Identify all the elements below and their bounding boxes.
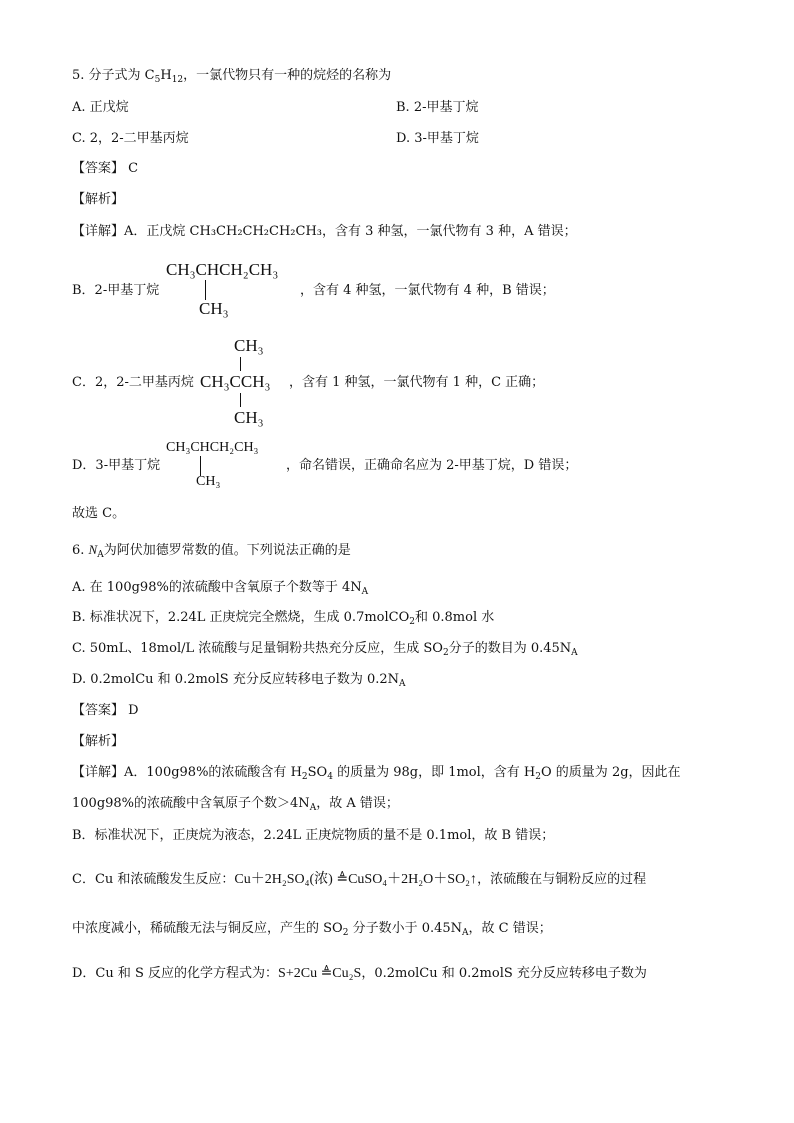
q6-detail-b: B．标准状况下，正庚烷为液态，2.24L 正庚烷物质的量不是 0.1mol，故 B 错误； [72, 828, 555, 843]
structure-d-bond [200, 456, 201, 476]
q6-analysis-tag: 【解析】 [72, 734, 125, 749]
structure-d-branch: CH₃ [196, 474, 221, 489]
q5-detail-c-label: C．2，2-二甲基丙烷 [72, 375, 194, 390]
q5-option-c: C. 2，2-二甲基丙烷 [72, 131, 189, 146]
structure-c-chain: CH₃CCH₃ [200, 372, 271, 391]
structure-d-chain: CH₃CHCH₂CH₃ [166, 440, 259, 455]
q6-option-c: C. 50mL、18mol/L 浓硫酸与足量铜粉共热充分反应，生成 $SO_2$分子的数目为 $0.45N_A$ [72, 641, 578, 658]
q5-option-a: A. 正戊烷 [72, 100, 129, 115]
structure-c-bond-top [240, 357, 241, 371]
q5-detail-a: 【详解】A．正戊烷 CH₃CH₂CH₂CH₂CH₃，含有 3 种氢，一氯代物有 3 种，A 错误； [72, 224, 577, 239]
q5-detail-c-text: ，含有 1 种氢，一氯代物有 1 种，C 正确； [289, 375, 545, 390]
q5-option-d: D. 3-甲基丁烷 [396, 131, 479, 146]
q6-option-d: D. 0.2molCu 和 0.2molS 充分反应转移电子数为 $0.2N_A$ [72, 672, 406, 689]
q5-detail-d-label: D．3-甲基丁烷 [72, 458, 161, 473]
q6-option-b: B. 标准状况下，2.24L 正庚烷完全燃烧，生成 0.7molCO$_2$和 0.8mol 水 [72, 610, 495, 627]
q6-detail-a-line1: 【详解】A．100g98%的浓硫酸含有 $H_2SO_4$ 的质量为 98g，即 1mol，含有 $H_2O$ 的质量为 2g，因此在 [72, 765, 681, 782]
q6-detail-c-line2: 中浓度减小，稀硫酸无法与铜反应，产生的 $SO_2$ 分子数小于 $0.45N_A$，故 C 错误； [72, 921, 552, 938]
q6-answer: 【答案】 D [72, 703, 139, 718]
structure-2-2-dimethylpropane [200, 336, 300, 436]
q6-detail-c-line1: C．Cu 和浓硫酸发生反应：Cu＋2H₂SO₄(浓) ≜CuSO₄＋2H₂O＋SO₂↑，浓硫酸在与铜粉反应的过程 [72, 872, 647, 887]
q5-stem: 5. 分子式为 $C_5H_{12}$，一氯代物只有一种的烷烃的名称为 [72, 68, 392, 85]
q5-detail-b-label: B．2-甲基丁烷 [72, 283, 160, 298]
q5-detail-b-text: ，含有 4 种氢，一氯代物有 4 种，B 错误； [300, 283, 555, 298]
structure-3-methylbutane [166, 440, 286, 495]
structure-2-methylbutane [166, 260, 306, 320]
structure-c-bond-bottom [240, 393, 241, 407]
structure-c-bottom: CH₃ [234, 408, 264, 427]
structure-b-bond [205, 280, 206, 300]
q6-option-a: A. 在 100g98%的浓硫酸中含氧原子个数等于 $4N_A$ [72, 580, 369, 597]
q5-analysis-tag: 【解析】 [72, 192, 125, 207]
q6-detail-d: D．Cu 和 S 反应的化学方程式为：S+2Cu ≜Cu₂S，0.2molCu 和 0.2molS 充分反应转移电子数为 [72, 966, 647, 981]
q5-conclusion: 故选 C。 [72, 506, 126, 521]
q5-detail-d-text: ，命名错误，正确命名应为 2-甲基丁烷，D 错误； [286, 458, 578, 473]
equation-s-cu: S+2Cu ≜Cu₂S [278, 966, 362, 981]
q6-stem: 6. $N_A$为阿伏加德罗常数的值。下列说法正确的是 [72, 542, 351, 560]
q5-option-b: B. 2-甲基丁烷 [396, 100, 479, 115]
structure-c-top: CH₃ [234, 336, 264, 355]
structure-b-chain: CH₃CHCH₂CH₃ [166, 260, 279, 279]
equation-cu-h2so4: Cu＋2H₂SO₄(浓) ≜CuSO₄＋2H₂O＋SO₂↑ [234, 872, 478, 887]
q5-answer: 【答案】 C [72, 161, 139, 176]
q6-detail-a-line2: 100g98%的浓硫酸中含氧原子个数$>4N_A$，故 A 错误； [72, 796, 399, 813]
structure-b-branch: CH₃ [199, 299, 229, 318]
